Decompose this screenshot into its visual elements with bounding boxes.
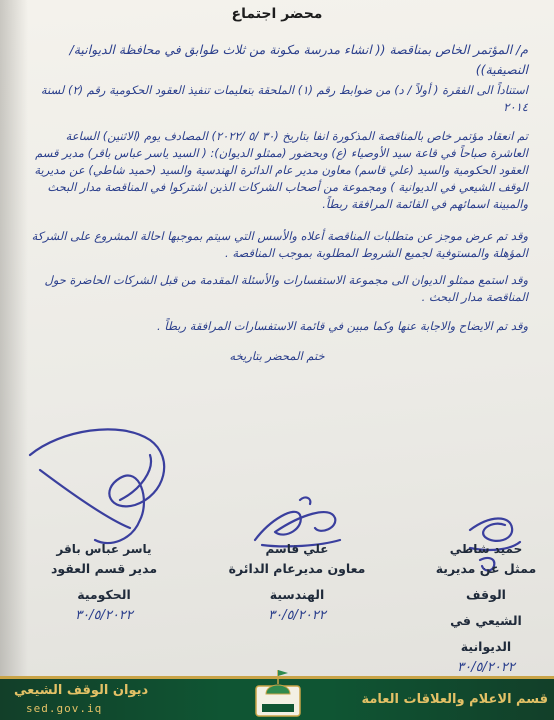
brand-url: sed.gov.iq (26, 702, 103, 715)
shrine-logo-icon (252, 664, 304, 720)
signature-block-hamid (426, 542, 546, 675)
reference-paragraph: استناداً الى الفقرة ( أولاً / د) من ضوابط رقم (١) الملحقة بتعليمات تنفيذ العقود الحكومية رقم (٢) لسنة ٢٠١٤ (40, 83, 528, 114)
signature-date: ٣٠/٥/٢٠٢٢ (268, 608, 326, 623)
signer-role-2: الشيعي في الديوانية (450, 613, 522, 654)
closing-line: ختم المحضر بتاريخه (229, 349, 325, 363)
signer-role: مدير قسم العقود الحكومية (50, 561, 158, 602)
signer-name: علي قاسم (265, 542, 329, 556)
meeting-paragraph: تم انعقاد مؤتمر خاص بالمناقصة المذكورة انفا بتاريخ (٣٠ /٥ /٢٠٢٢) المصادف يوم (الاثنين) الساعة العاشرة صباحاً في قاعة سيد الأوصياء (ع) وبحضور (ممثلو الديوان): ( السيد ياسر عباس باقر) مدير قسم العقود الحكومية والسيد (علي قاسم) معاون مدير عام الدائرة الهندسية والسيد (حميد شاطي) عن مديرية الوقف الشيعي في الديوانية ) ومجموعة من أصحاب الشركات الذين اشتركوا في المناقصة مدار البحث والمبينة اسمائهم في القائمة المرافقة ربطاً. (34, 129, 528, 211)
signature-block-ali (222, 542, 372, 623)
signature-date: ٣٠/٥/٢٠٢٢ (75, 608, 133, 623)
brand-name: ديوان الوقف الشيعي (14, 683, 149, 698)
inquiries-paragraph: وقد استمع ممثلو الديوان الى مجموعة الاستفسارات والأسئلة المقدمة من قبل الشركات الحاضرة حول المناقصة مدار البحث . (44, 273, 528, 304)
signer-name: حميد شاطي (449, 542, 523, 556)
signer-role: معاون مديرعام الدائرة (228, 561, 366, 576)
signature-date: ٣٠/٥/٢٠٢٢ (457, 660, 515, 675)
presentation-paragraph: وقد تم عرض موجز عن متطلبات المناقصة أعلاه والأسس التي سيتم بموجبها احالة المشروع على الشركة المؤهلة والمستوفية لجميع الشروط المطلوبة بموجب المناقصة . (31, 229, 528, 260)
document-title: محضر اجتماع (231, 6, 323, 22)
answers-paragraph: وقد تم الايضاح والاجابة عنها وكما مبين في قائمة الاستفسارات المرافقة ربطاً . (157, 319, 528, 333)
signature-stroke-ali (255, 497, 340, 546)
signer-role-2: الهندسية (269, 587, 325, 602)
department-name: قسم الاعلام والعلاقات العامة (361, 692, 548, 707)
subject-paragraph: م/ المؤتمر الخاص بمناقصة (( انشاء مدرسة مكونة من ثلاث طوابق في محافظة الديوانية/ النصيفية)) (69, 42, 528, 77)
signature-stroke-yasir (30, 429, 164, 543)
signer-name: ياسر عباس باقر (56, 542, 152, 556)
signer-role: ممثل عن مديرية الوقف (435, 561, 537, 602)
signature-block-yasir (24, 542, 184, 623)
